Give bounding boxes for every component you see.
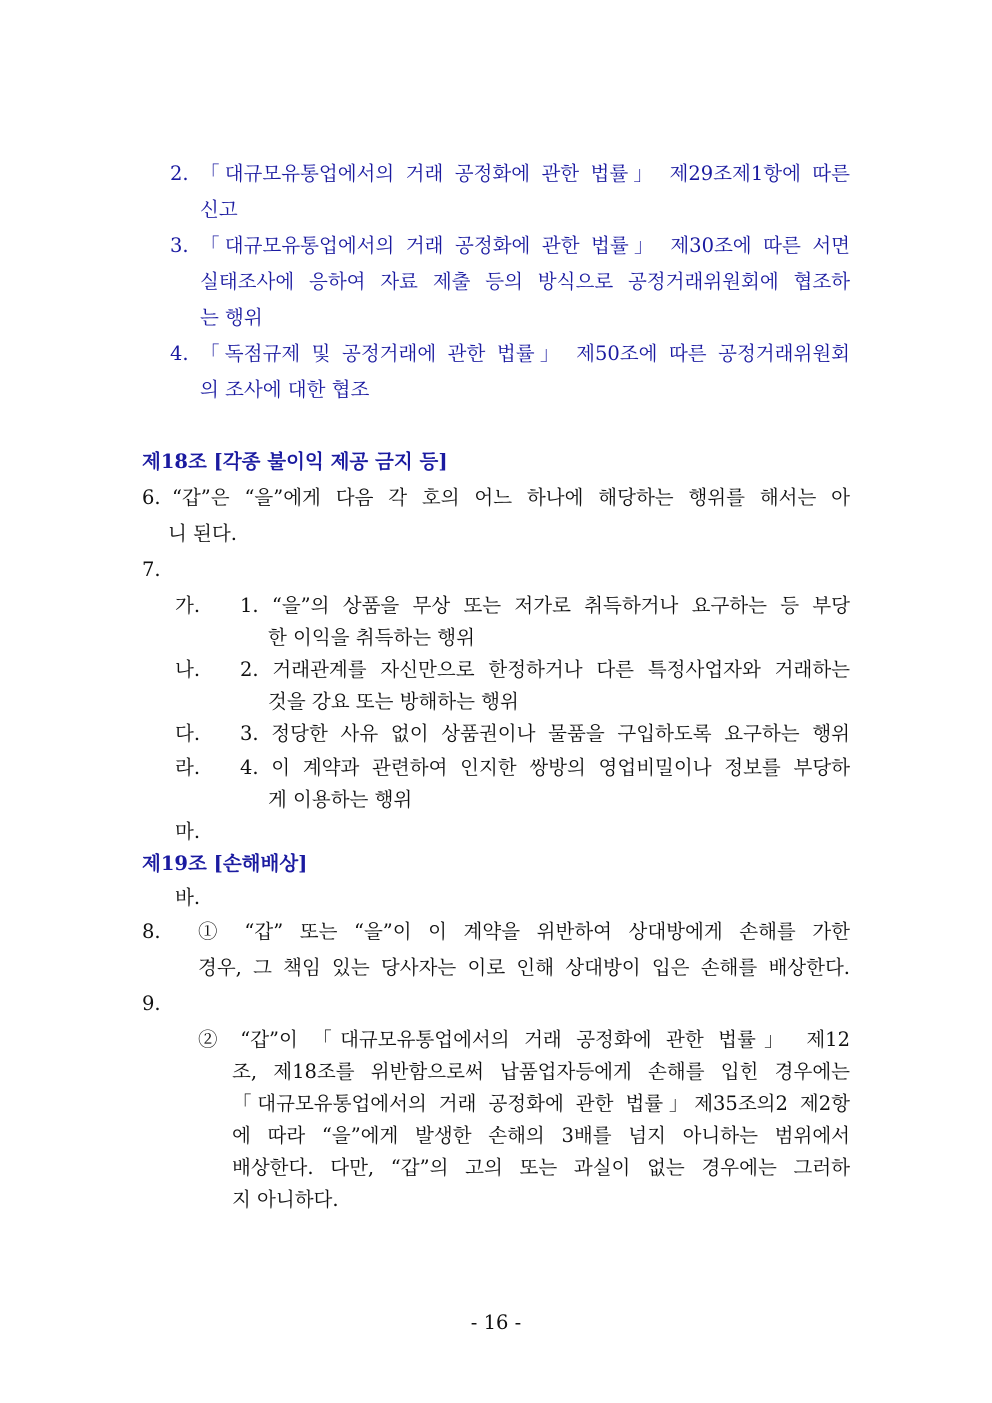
item-ma-marker: 마. [175, 820, 201, 843]
para-9-text-line1: ② “갑”이 「대규모유통업에서의 거래 공정화에 관한 법률」 제12 [198, 1028, 850, 1051]
para-6-text-line1: “갑”은 “을”에게 다음 각 호의 어느 하나에 해당하는 행위를 해서는 아 [172, 486, 850, 509]
item-ra-marker: 라. [175, 756, 201, 779]
para-8-text-line1: ① “갑” 또는 “을”이 이 계약을 위반하여 상대방에게 손해를 가한 [198, 920, 850, 943]
item-ga-marker: 가. [175, 594, 201, 617]
item-da-marker: 다. [175, 722, 201, 745]
para-9-number: 9. [142, 992, 161, 1015]
item-ga-text-line2: 한 이익을 취득하는 행위 [268, 626, 475, 649]
item-na-text-line1: 2. 거래관계를 자신만으로 한정하거나 다른 특정사업자와 거래하는 [240, 658, 850, 681]
para-6-number: 6. [142, 486, 161, 509]
item-3-text-line1: 「대규모유통업에서의 거래 공정화에 관한 법률」 제30조에 따른 서면 [200, 234, 850, 257]
item-ra-text-line2: 게 이용하는 행위 [268, 788, 413, 811]
item-ba-marker: 바. [175, 886, 201, 909]
para-9-text-line2: 조, 제18조를 위반함으로써 납품업자등에게 손해를 입힌 경우에는 [232, 1060, 850, 1083]
item-2-text-line1: 「대규모유통업에서의 거래 공정화에 관한 법률」 제29조제1항에 따른 [200, 162, 850, 185]
item-2-text-line2: 신고 [200, 198, 238, 221]
item-4-number: 4. [170, 342, 189, 365]
para-8-text-line2: 경우, 그 책임 있는 당사자는 이로 인해 상대방이 입은 손해를 배상한다. [198, 956, 850, 979]
para-9-text-line6: 지 아니하다. [232, 1188, 339, 1211]
para-9-text-line3: 「대규모유통업에서의 거래 공정화에 관한 법률」제35조의2 제2항 [232, 1092, 850, 1115]
item-3-text-line2: 실태조사에 응하여 자료 제출 등의 방식으로 공정거래위원회에 협조하 [200, 270, 850, 293]
para-9-text-line4: 에 따라 “을”에게 발생한 손해의 3배를 넘지 아니하는 범위에서 [232, 1124, 850, 1147]
item-4-text-line2: 의 조사에 대한 협조 [200, 378, 370, 401]
item-ra-text-line1: 4. 이 계약과 관련하여 인지한 쌍방의 영업비밀이나 정보를 부당하 [240, 756, 850, 779]
item-da-text-line1: 3. 정당한 사유 없이 상품권이나 물품을 구입하도록 요구하는 행위 [240, 722, 850, 745]
para-8-number: 8. [142, 920, 161, 943]
item-na-marker: 나. [175, 658, 201, 681]
article-18-heading: 제18조 [각종 불이익 제공 금지 등] [142, 450, 448, 473]
item-na-text-line2: 것을 강요 또는 방해하는 행위 [268, 690, 519, 713]
para-6-text-line2: 니 된다. [168, 522, 237, 545]
item-2-number: 2. [170, 162, 189, 185]
article-19-heading: 제19조 [손해배상] [142, 852, 308, 875]
para-9-text-line5: 배상한다. 다만, “갑”의 고의 또는 과실이 없는 경우에는 그러하 [232, 1156, 850, 1179]
para-7-number: 7. [142, 558, 161, 581]
item-3-number: 3. [170, 234, 189, 257]
page-number: - 16 - [470, 1311, 522, 1334]
item-3-text-line3: 는 행위 [200, 306, 263, 329]
item-ga-text-line1: 1. “을”의 상품을 무상 또는 저가로 취득하거나 요구하는 등 부당 [240, 594, 850, 617]
item-4-text-line1: 「독점규제 및 공정거래에 관한 법률」 제50조에 따른 공정거래위원회 [200, 342, 850, 365]
